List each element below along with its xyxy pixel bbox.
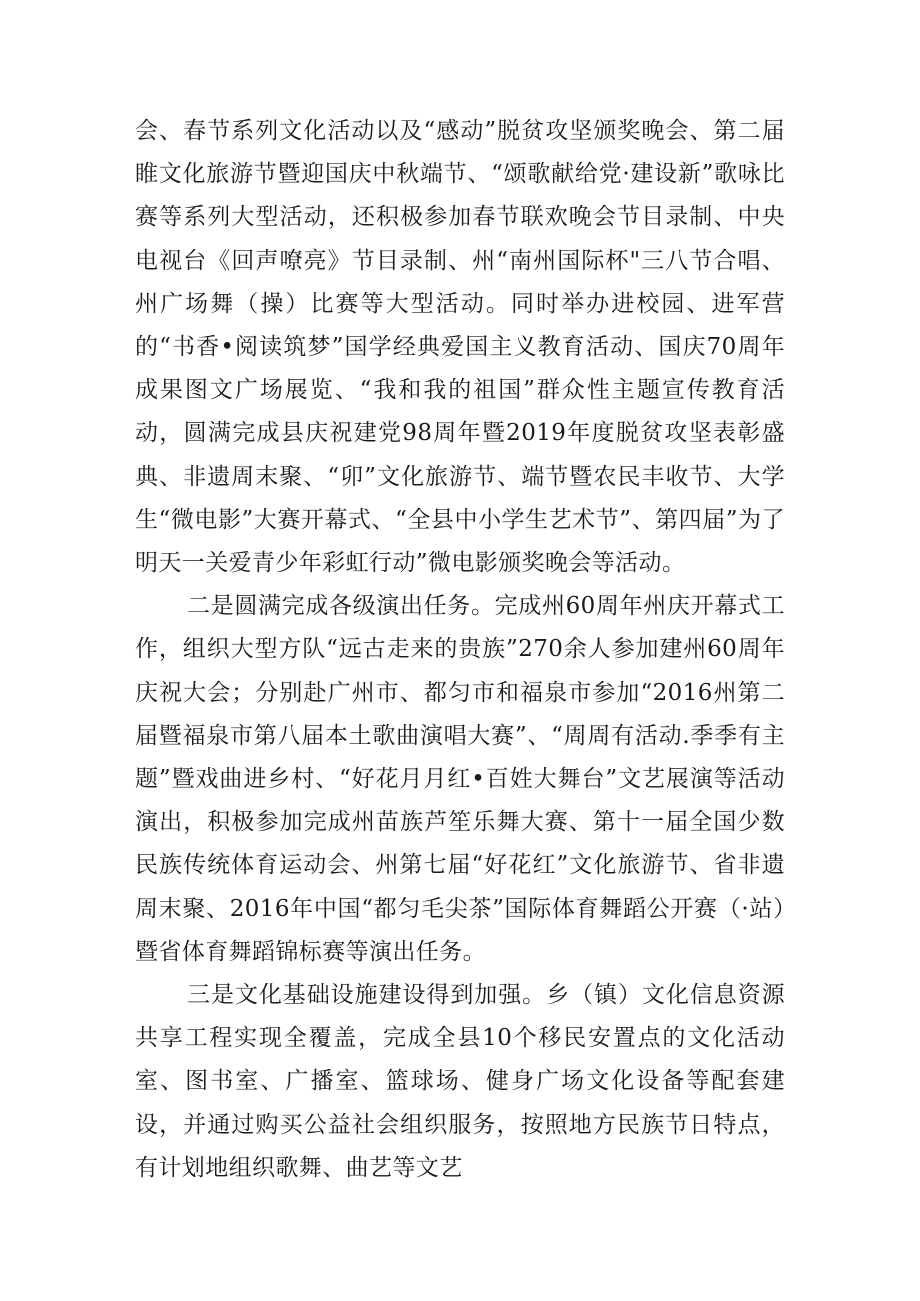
document-body xyxy=(135,110,785,1190)
paragraph-continuation: 会、春节系列文化活动以及“感动”脱贫攻坚颁奖晚会、第二届睢文化旅游节暨迎国庆中秋端节、“颂歌献给党·建设新”歌咏比赛等系列大型活动，还积极参加春节联欢晚会节目录制、中央电视台《回声嘹亮》节目录制、州“南州国际杯"三八节合唱、州广场舞（操）比赛等大型活动。同时举办进校园、进军营的“书香•阅读筑梦”国学经典爱国主义教育活动、国庆70周年成果图文广场展览、“我和我的祖国”群众性主题宣传教育活动，圆满完成县庆祝建党98周年暨2019年度脱贫攻坚表彰盛典、非遗周末聚、“卯”文化旅游节、端节暨农民丰收节、大学生“微电影”大赛开幕式、“全县中小学生艺术节”、第四届”为了明天一关爱青少年彩虹行动”微电影颁奖晚会等活动。 xyxy=(135,118,785,577)
paragraph-infrastructure: 三是文化基础设施建设得到加强。乡（镇）文化信息资源共享工程实现全覆盖，完成全县10个移民安置点的文化活动室、图书室、广播室、篮球场、健身广场文化设备等配套建设，并通过购买公益社会组织服务，按照地方民族节日特点，有计划地组织歌舞、曲艺等文艺 xyxy=(135,982,785,1181)
paragraph-performances: 二是圆满完成各级演出任务。完成州60周年州庆开幕式工作，组织大型方队“远古走来的贵族”270余人参加建州60周年庆祝大会；分别赴广州市、都匀市和福泉市参加“2016州第二届暨福泉市第八届本土歌曲演唱大赛”、“周周有活动.季季有主题”暨戏曲进乡村、“好花月月红•百姓大舞台”文艺展演等活动演出，积极参加完成州苗族芦笙乐舞大赛、第十一届全国少数民族传统体育运动会、州第七届“好花红”文化旅游节、省非遗周末聚、2016年中国“都匀毛尖茶”国际体育舞蹈公开赛（·站）暨省体育舞蹈锦标赛等演出任务。 xyxy=(135,593,785,965)
